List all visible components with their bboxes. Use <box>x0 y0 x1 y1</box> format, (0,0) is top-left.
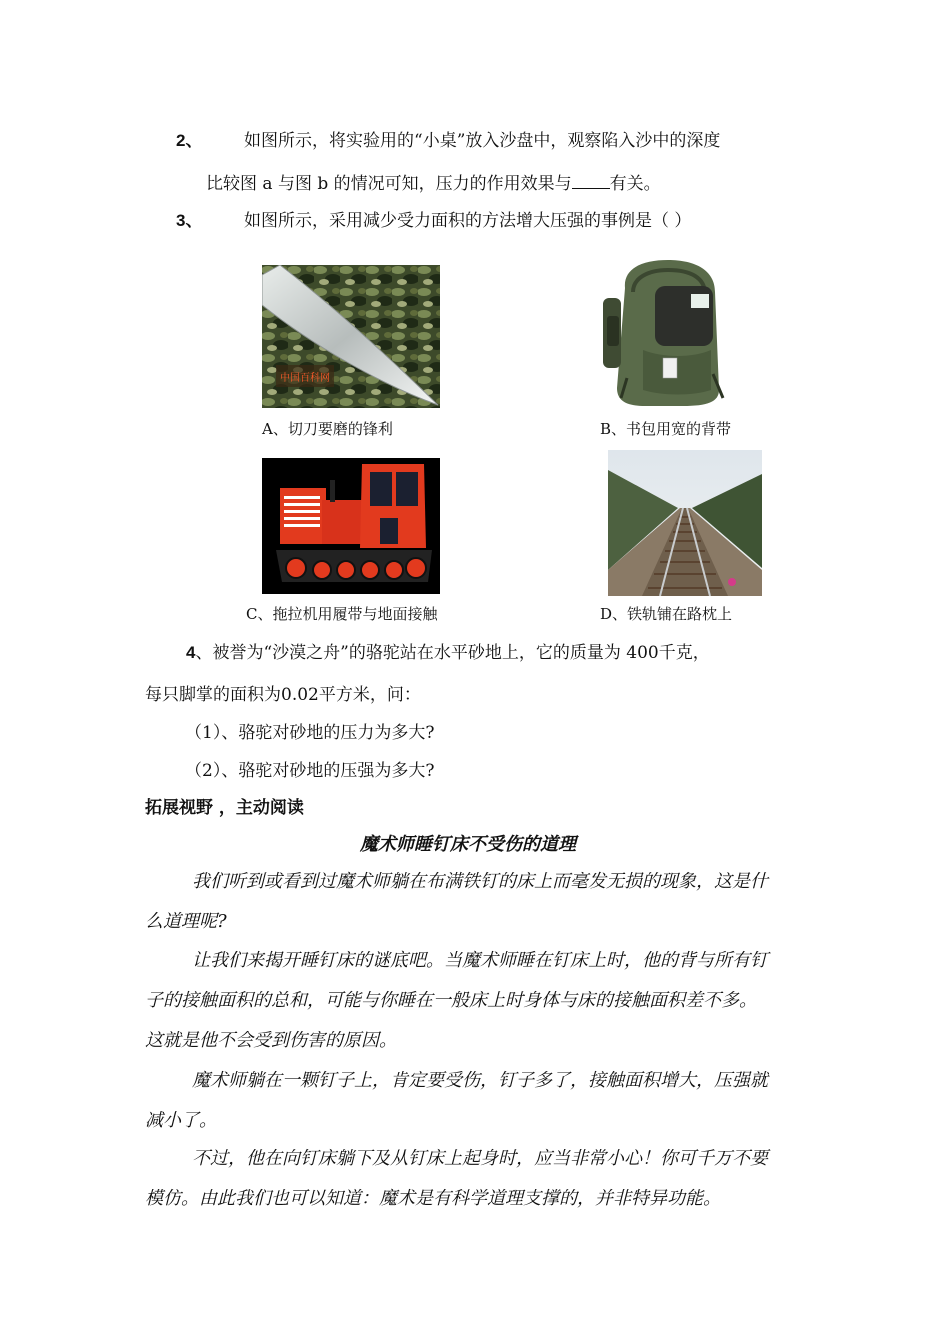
railway-image <box>608 450 762 596</box>
q3-text: 如图所示，采用减少受力面积的方法增大压强的事例是（ ） <box>244 211 692 231</box>
option-a-caption: A、切刀要磨的锋利 <box>262 420 393 438</box>
p1-line1: 我们听到或看到过魔术师躺在布满铁钉的床上而毫发无损的现象，这是什 <box>192 871 768 892</box>
article-title: 魔术师睡钉床不受伤的道理 <box>360 834 576 855</box>
section-heading: 拓展视野 ，主动阅读 <box>145 798 304 818</box>
option-c-caption: C、拖拉机用履带与地面接触 <box>246 605 438 623</box>
p4-line1: 不过，他在向钉床躺下及从钉床上起身时，应当非常小心！你可千万不要 <box>192 1148 768 1169</box>
option-d-caption: D、铁轨铺在路枕上 <box>600 605 733 623</box>
q4-line1-text: 、被誉为“沙漠之舟”的骆驼站在水平砂地上，它的质量为 400千克， <box>195 643 710 663</box>
knife-image <box>262 265 440 408</box>
p4-line2: 模仿。由此我们也可以知道：魔术是有科学道理支撑的，并非特异功能。 <box>145 1188 721 1209</box>
q4-sub1: （1）、骆驼对砂地的压力为多大? <box>185 723 435 743</box>
p2-line3: 这就是他不会受到伤害的原因。 <box>145 1030 397 1051</box>
tractor-image <box>262 458 440 594</box>
q2-number: 2、 <box>176 131 203 150</box>
q2-line2 <box>206 169 661 194</box>
knife-watermark: 中国百科网 <box>280 373 330 384</box>
p2-line2: 子的接触面积的总和，可能与你睡在一般床上时身体与床的接触面积差不多。 <box>145 990 757 1011</box>
q4-line1 <box>186 638 710 663</box>
option-b-caption: B、书包用宽的背带 <box>600 420 732 438</box>
q4-line2: 每只脚掌的面积为0.02平方米，问： <box>145 685 421 705</box>
q4-number: 4 <box>186 643 196 662</box>
q4-sub2: （2）、骆驼对砂地的压强为多大? <box>185 761 435 781</box>
p1-line2: 么道理呢? <box>145 911 227 932</box>
q3-number: 3、 <box>176 211 203 230</box>
q2-line2-pre: 比较图 a 与图 b 的情况可知，压力的作用效果与 <box>206 174 572 194</box>
q2-line2-post: 有关。 <box>609 174 661 194</box>
backpack-image <box>603 258 733 410</box>
p3-line1: 魔术师躺在一颗钉子上，肯定要受伤，钉子多了，接触面积增大，压强就 <box>192 1070 768 1091</box>
q2-line1: 如图所示，将实验用的“小桌”放入沙盘中，观察陷入沙中的深度 <box>244 131 721 151</box>
p2-line1: 让我们来揭开睡钉床的谜底吧。当魔术师睡在钉床上时，他的背与所有钉 <box>192 950 768 971</box>
p3-line2: 减小了。 <box>145 1110 217 1131</box>
q2-fill-blank <box>572 187 610 189</box>
